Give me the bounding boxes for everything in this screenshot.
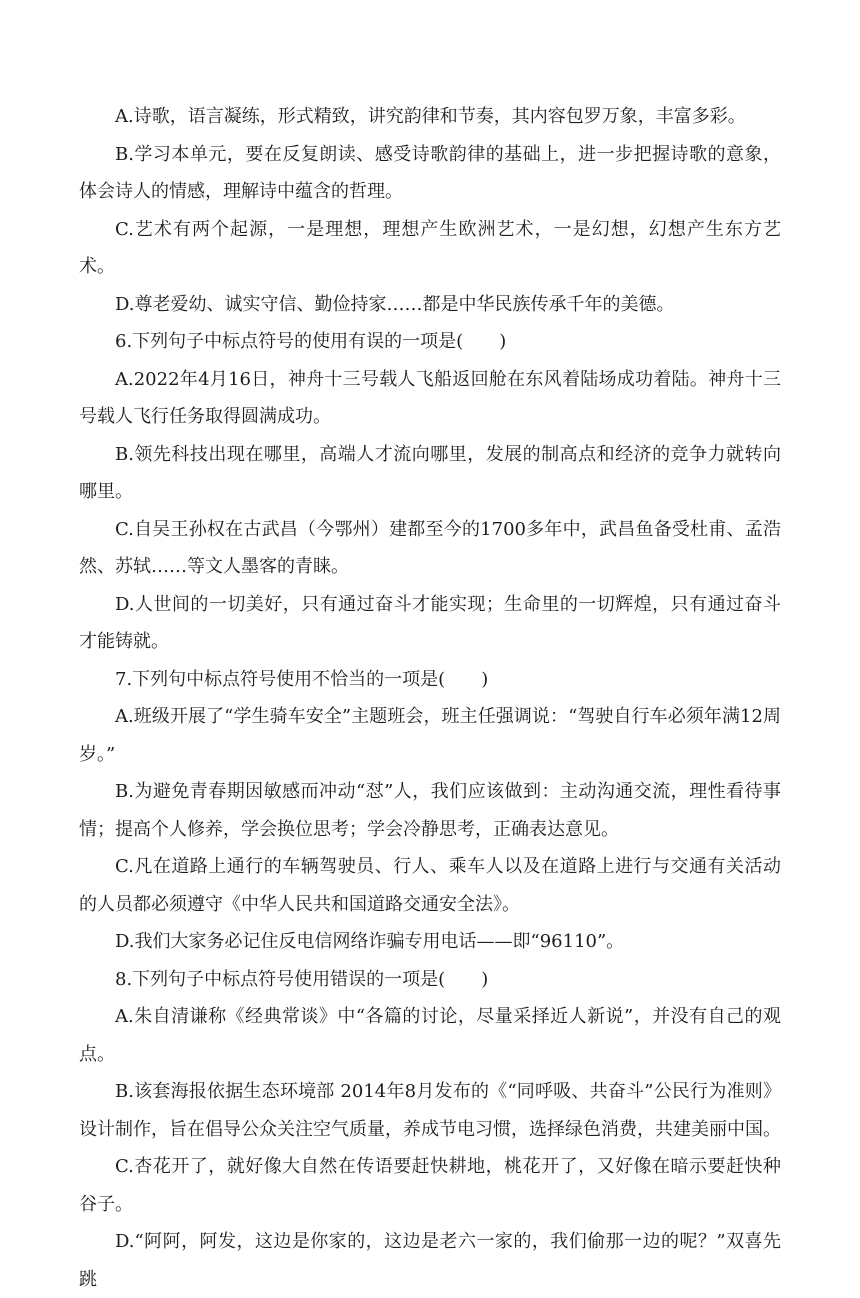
option-a-poetry: A.诗歌，语言凝练，形式精致，讲究韵律和节奏，其内容包罗万象，丰富多彩。: [115, 106, 746, 127]
question-7: 7.下列句中标点符号使用不恰当的一项是( ): [115, 668, 489, 690]
question-6-option-b: B.领先科技出现在哪里，高端人才流向哪里，发展的制高点和经济的竞争力就转向哪里。: [79, 443, 781, 502]
document-body: [79, 98, 781, 1298]
question-8-option-d: D.“阿阿，阿发，这边是你家的，这边是老六一家的，我们偷那一边的呢？”双喜先跳: [79, 1231, 781, 1290]
question-6-option-d: D.人世间的一切美好，只有通过奋斗才能实现；生命里的一切辉煌，只有通过奋斗才能铸就。: [79, 593, 781, 652]
option-d-poetry: D.尊老爱幼、诚实守信、勤俭持家……都是中华民族传承千年的美德。: [115, 293, 675, 315]
question-6-option-c: C.自吴王孙权在古武昌（今鄂州）建都至今的1700多年中，武昌鱼备受杜甫、孟浩然、苏轼……等文人墨客的青睐。: [79, 518, 781, 577]
question-8-option-a: A.朱自清谦称《经典常谈》中“各篇的讨论，尽量采择近人新说”，并没有自己的观点。: [79, 1006, 781, 1065]
question-7-option-d: D.我们大家务必记住反电信网络诈骗专用电话——即“96110”。: [115, 931, 625, 952]
question-7-option-a: A.班级开展了“学生骑车安全”主题班会，班主任强调说：“驾驶自行车必须年满12周岁。”: [79, 706, 781, 765]
question-8: 8.下列句子中标点符号使用错误的一项是( ): [115, 968, 489, 990]
question-7-option-c: C.凡在道路上通行的车辆驾驶员、行人、乘车人以及在道路上进行与交通有关活动的人员都必须遵守《中华人民共和国道路交通安全法》。: [79, 856, 781, 915]
question-8-option-b: B.该套海报依据生态环境部 2014年8月发布的《“同呼吸、共奋斗”公民行为准则》设计制作，旨在倡导公众关注空气质量，养成节电习惯，选择绿色消费，共建美丽中国。: [79, 1081, 781, 1140]
question-7-option-b: B.为避免青春期因敏感而冲动“怼”人，我们应该做到：主动沟通交流，理性看待事情；提高个人修养，学会换位思考；学会冷静思考，正确表达意见。: [79, 781, 781, 840]
option-c-poetry: C.艺术有两个起源，一是理想，理想产生欧洲艺术，一是幻想，幻想产生东方艺术。: [79, 218, 781, 277]
question-6-option-a: A.2022年4月16日，神舟十三号载人飞船返回舱在东风着陆场成功着陆。神舟十三号载人飞行任务取得圆满成功。: [79, 368, 781, 427]
question-6: 6.下列句子中标点符号的使用有误的一项是( ): [115, 331, 507, 352]
option-b-poetry: B.学习本单元，要在反复朗读、感受诗歌韵律的基础上，进一步把握诗歌的意象，体会诗人的情感，理解诗中蕴含的哲理。: [79, 143, 781, 202]
question-8-option-c: C.杏花开了，就好像大自然在传语要赶快耕地，桃花开了，又好像在暗示要赶快种谷子。: [79, 1156, 781, 1215]
